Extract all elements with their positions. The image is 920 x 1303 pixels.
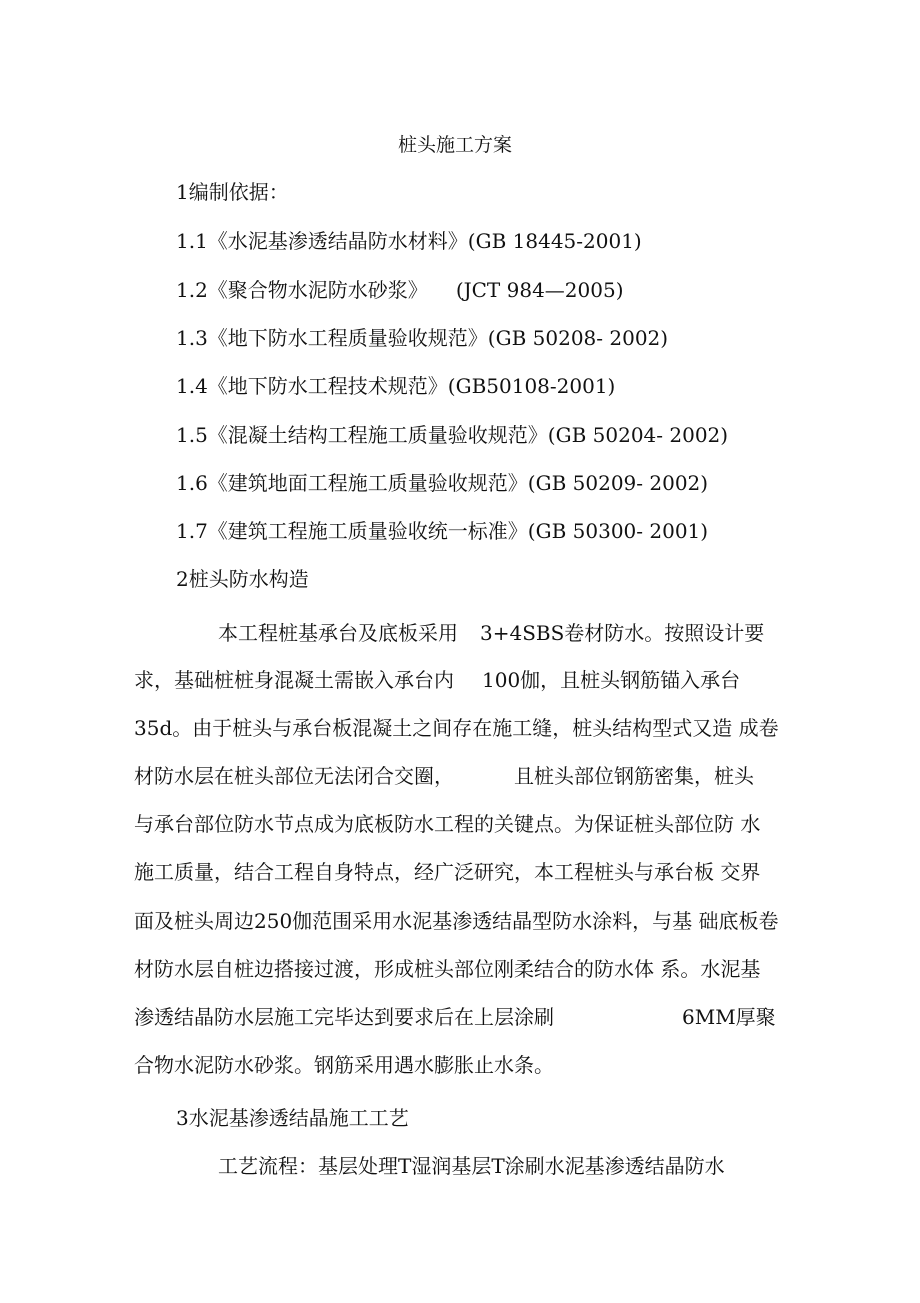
paragraph-text: 本工程桩基承台及底板采用 <box>218 621 458 645</box>
paragraph-line <box>134 764 754 788</box>
reference-item: 1.3《地下防水工程质量验收规范》(GB 50208- 2002) <box>176 326 669 350</box>
process-flow-line: 工艺流程：基层处理T湿润基层T涂刷水泥基渗透结晶防水 <box>218 1154 725 1178</box>
reference-item: 1.4《地下防水工程技术规范》(GB50108-2001) <box>176 374 616 398</box>
paragraph-text: 100伽，且桩头钢筋锚入承台 <box>482 668 741 692</box>
reference-item: 1.1《水泥基渗透结晶防水材料》(GB 18445-2001) <box>176 229 642 253</box>
paragraph-line: 施工质量，结合工程自身特点，经广泛研究，本工程桩头与承台板 交界 <box>134 860 761 884</box>
paragraph-line: 合物水泥防水砂浆。钢筋采用遇水膨胀止水条。 <box>134 1053 554 1077</box>
reference-item: 1.5《混凝土结构工程施工质量验收规范》(GB 50204- 2002) <box>176 423 729 447</box>
reference-item-row <box>176 278 624 302</box>
reference-item: 1.7《建筑工程施工质量验收统一标准》(GB 50300- 2001) <box>176 519 709 543</box>
paragraph-line: 35d。由于桩头与承台板混凝土之间存在施工缝，桩头结构型式又造 成卷 <box>134 716 779 740</box>
paragraph-text: 且桩头部位钢筋密集，桩头 <box>514 764 754 788</box>
paragraph-text: 3+4SBS卷材防水。按照设计要 <box>480 621 765 645</box>
paragraph-line: 面及桩头周边250伽范围采用水泥基渗透结晶型防水涂料，与基 础底板卷 <box>134 909 779 933</box>
paragraph-line <box>134 1005 776 1029</box>
paragraph-text: 材防水层在桩头部位无法闭合交圈， <box>134 764 454 788</box>
section-heading-basis: 1编制依据： <box>176 180 289 204</box>
paragraph-text: 渗透结晶防水层施工完毕达到要求后在上层涂刷 <box>134 1005 554 1029</box>
reference-code: (JCT 984—2005) <box>455 278 624 302</box>
paragraph-line: 与承台部位防水节点成为底板防水工程的关键点。为保证桩头部位防 水 <box>134 812 761 836</box>
reference-item: 1.6《建筑地面工程施工质量验收规范》(GB 50209- 2002) <box>176 471 709 495</box>
paragraph-line: 材防水层自桩边搭接过渡，形成桩头部位刚柔结合的防水体 系。水泥基 <box>134 957 761 981</box>
paragraph-line <box>218 621 764 645</box>
reference-item: 1.2《聚合物水泥防水砂浆》 <box>176 278 428 302</box>
section-heading-process: 3水泥基渗透结晶施工工艺 <box>176 1106 409 1130</box>
paragraph-text: 求，基础桩桩身混凝土需嵌入承台内 <box>134 668 454 692</box>
section-heading-pile-waterproofing: 2桩头防水构造 <box>176 567 309 591</box>
paragraph-line <box>134 668 740 692</box>
document-title: 桩头施工方案 <box>398 134 513 156</box>
paragraph-text: 6MM厚聚 <box>682 1005 776 1029</box>
